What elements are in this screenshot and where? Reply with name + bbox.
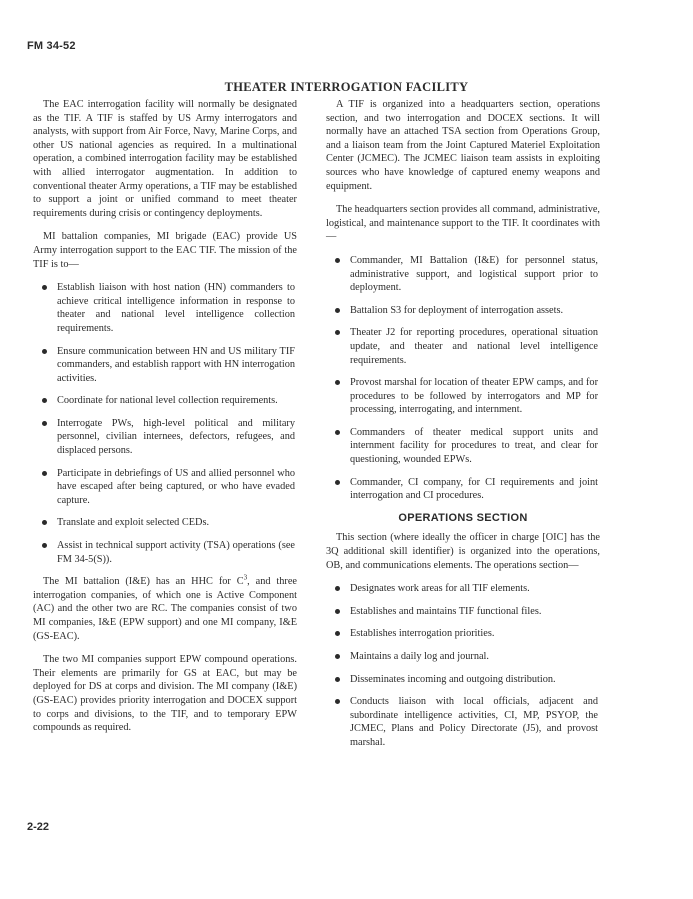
mission-list (33, 281, 297, 566)
manual-code: FM 34-52 (27, 40, 76, 52)
list-item-text: Provost marshal for location of theater EPW camps, and for procedures to be followed by interrogators and MP for processing, interrogating, and internment. (350, 377, 598, 416)
list-item (326, 673, 600, 687)
bullet-icon (42, 520, 47, 525)
list-item-text: Participate in debriefings of US and allied personnel who have escaped after being captured, or who have evaded capture. (57, 467, 295, 506)
page-number: 2-22 (27, 821, 50, 833)
list-item-text: Maintains a daily log and journal. (350, 651, 489, 662)
paragraph-mi-companies: The two MI companies support EPW compound operations. Their elements are primarily for GS at EAC, but may be deployed for DS at corps and division. The MI company (I&E) (GS-EAC) provides priority interrogation and DOCEX support to corps and divisions, to the TIF, and to temporary EPW compounds as required. (33, 654, 297, 734)
bullet-icon (42, 398, 47, 403)
list-item (326, 695, 600, 749)
bullet-icon (335, 677, 340, 682)
page-title: THEATER INTERROGATION FACILITY (224, 80, 469, 94)
list-item (326, 376, 600, 417)
paragraph-mi-battalion-end: , and three interrogation companies, of which one is Active Component (AC) and the other two are RC. The companies consist of two MI companies, I&E (EPW support) and one MI company, I&E (GS-EAC). (33, 576, 297, 642)
bullet-icon (335, 330, 340, 335)
bullet-icon (335, 480, 340, 485)
list-item (33, 516, 297, 530)
list-item (33, 394, 297, 408)
paragraph-mi-battalion-start: The MI battalion (I&E) has an HHC for C (43, 576, 244, 588)
paragraph-mi-battalion (33, 575, 297, 643)
bullet-icon (335, 609, 340, 614)
bullet-icon (42, 421, 47, 426)
bullet-icon (42, 285, 47, 290)
list-item-text: Assist in technical support activity (TSA) operations (see FM 34-5(S)). (57, 540, 295, 565)
coordinates-list (326, 254, 600, 503)
list-item-text: Conducts liaison with local officials, adjacent and subordinate intelligence activities, CI, MP, PSYOP, the JCMEC, Plans and Policy Directorate (J5), and provost marshal. (350, 696, 598, 748)
list-item-text: Establishes interrogation priorities. (350, 628, 495, 640)
list-item (326, 326, 600, 367)
list-item-text: Battalion S3 for deployment of interrogation assets. (350, 304, 564, 316)
bullet-icon (335, 631, 340, 636)
paragraph-operations-section: This section (where ideally the officer in charge [OIC] has the 3Q additional skill identifier) is organized into the operations, OB, and communications elements. The operations section— (326, 532, 600, 571)
list-item-text: Disseminates incoming and outgoing distribution. (350, 673, 556, 685)
list-item-text: Translate and exploit selected CEDs. (57, 517, 210, 529)
bullet-icon (335, 430, 340, 435)
list-item-text: Establishes and maintains TIF functional files. (350, 605, 542, 617)
bullet-icon (335, 380, 340, 385)
list-item-text: Commander, CI company, for CI requirements and joint interrogation and CI procedures. (350, 476, 598, 502)
bullet-icon (335, 654, 340, 659)
bullet-icon (42, 471, 47, 476)
left-column (33, 98, 297, 745)
bullet-icon (335, 699, 340, 704)
list-item-text: Commander, MI Battalion (I&E) for personnel status, administrative support, and logistical support prior to deployment. (350, 254, 598, 294)
list-item-text: Designates work areas for all TIF elements. (350, 583, 530, 595)
list-item (33, 281, 297, 335)
list-item (326, 582, 600, 596)
list-item (326, 254, 600, 295)
paragraph-tif-designation: The EAC interrogation facility will normally be designated as the TIF. A TIF is staffed by US Army interrogators and analysts, with support from Air Force, Navy, Marine Corps, and other US national agencies as required. In a multinational operation, a combined interrogation facility may be established with allied interrogator augmentation. In addition to conventional theater Army operations, a TIF may be established to support a joint or unified command to meet theater requirements during crisis or contingency deployments. (33, 99, 297, 219)
list-item (33, 345, 297, 386)
list-item (326, 605, 600, 619)
paragraph-mission-intro: MI battalion companies, MI brigade (EAC) provide US Army interrogation support to the EAC TIF. The mission of the TIF is to— (33, 231, 297, 270)
list-item (33, 539, 297, 566)
bullet-icon (42, 543, 47, 548)
list-item-text: Interrogate PWs, high-level political and military personnel, civilian internees, defectors, refugees, and displaced persons. (57, 417, 295, 457)
list-item (326, 476, 600, 503)
bullet-icon (335, 308, 340, 313)
list-item-text: Ensure communication between HN and US military TIF commanders, and establish rapport with HN interrogation activities. (57, 345, 295, 384)
list-item-text: Commanders of theater medical support units and internment facility for procedures to treat, and clear for questioning, wounded EPWs. (350, 426, 598, 466)
operations-list (326, 582, 600, 749)
list-item-text: Coordinate for national level collection requirements. (57, 395, 278, 407)
bullet-icon (335, 258, 340, 263)
list-item (326, 627, 600, 641)
bullet-icon (335, 586, 340, 591)
bullet-icon (42, 349, 47, 354)
list-item (33, 417, 297, 458)
operations-section-heading: OPERATIONS SECTION (398, 511, 528, 524)
list-item (33, 467, 297, 508)
list-item (326, 304, 600, 318)
list-item-text: Theater J2 for reporting procedures, operational situation update, and theater and national level intelligence requirements. (350, 327, 598, 366)
paragraph-headquarters-section: The headquarters section provides all command, administrative, logistical, and maintenance support to the TIF. It coordinates with— (326, 204, 600, 243)
right-column (326, 98, 600, 759)
superscript-3: 3 (243, 573, 248, 582)
paragraph-tif-organization: A TIF is organized into a headquarters section, operations section, and two interrogation and DOCEX sections. It will normally have an attached TSA section from Operations Group, and a liaison team from the Joint Captured Materiel Exploitation Center (JCMEC). The JCMEC liaison team assists in exploiting sources who have knowledge of captured enemy weapons and equipment. (326, 99, 600, 192)
list-item (326, 650, 600, 664)
list-item (326, 426, 600, 467)
list-item-text: Establish liaison with host nation (HN) commanders to achieve critical intelligence information in response to theater and national level intelligence collection requirements. (57, 282, 295, 334)
